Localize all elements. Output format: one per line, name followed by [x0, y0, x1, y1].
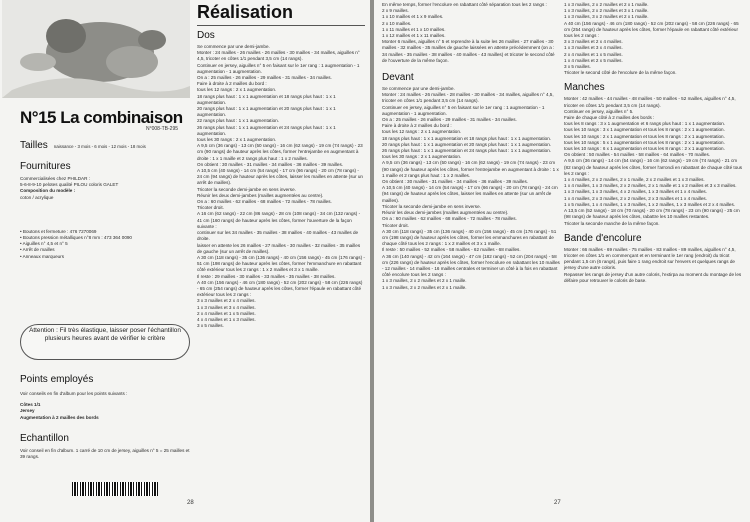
bande-heading: Bande d'encolure: [564, 232, 642, 244]
pattern-title: N°15 La combinaison: [20, 108, 183, 127]
supply-line: • Aiguilles n° 4,5 et n° 5: [20, 241, 190, 247]
gauge-heading: Echantillon: [20, 432, 69, 444]
left-page: [0, 0, 370, 522]
dos-continued: En même temps, former l'encolure en rabattant côté séparation tous les 2 rangs : 2 x 9 mailles. 1 x 10 mailles et 1 x 9 mailles. 2 x 10 mailles. 1 x 11 mailles et 1 x 10 mailles. 1 x 12 mailles et 1 x 11 mailles. Monter 6 mailles, aiguilles n° 5 et reprendre à la suite les 26 mailles - 27 mailles - 30 mailles - 32 mailles - 35 mailles de gauche laissées en attente précédemment (on a : 34 mailles - 35 mailles - 38 mailles - 40 mailles - 43 mailles) et tricoter le second côté de l'ouverture de la même façon.: [382, 2, 555, 63]
manches-heading: Manches: [564, 82, 605, 94]
right-page-column-2: [564, 2, 744, 284]
supply-line: Composition du modèle :: [20, 188, 76, 194]
right-page-column-1: [382, 2, 560, 291]
gauge-text: Voir conseil en fin d'album. 1 carré de 10 cm de jersey, aiguilles n° 5 = 25 mailles et 39 rangs.: [20, 447, 191, 460]
supply-line: 5-6-8-9-10 pelotes qualité PILOU coloris GALET: [20, 182, 119, 188]
manches-instructions: Monter : 42 mailles - 44 mailles - 48 mailles - 50 mailles - 52 mailles, aiguilles n° 4,5, tricoter en côtes 1/1 pendant 3,5 cm (14 rangs). Continuer en jersey, aiguilles n° 5. Faire de chaque côté à 2 mailles des bords : tous les 8 rangs : 3 x 1 augmentation et 6 rangs plus haut : 1 x 1 augmentation. tous les 10 rangs : 3 x 1 augmentation et tous les 8 rangs : 2 x 1 augmentation. tous les 10 rangs : 2 x 1 augmentation et tous les 8 rangs : 2 x 1 augmentation. tous les 10 rangs : 5 x 1 augmentation et tous les 8 rangs : 2 x 1 augmentation. tous les 10 rangs : 6 x 1 augmentation et tous les 8 rangs : 2 x 1 augmentation. On obtient : 50 mailles - 54 mailles - 58 mailles - 64 mailles - 70 mailles. A 9,5 cm (36 rangs) - 14 cm (54 rangs) - 16 cm (62 rangs) - 19 cm (74 rangs) - 21 cm (82 rangs) de hauteur après les côtes, former l'arrondi en rabattant de chaque côté tous les 2 rangs : 1 x 4 mailles, 2 x 2 mailles, 2 x 1 maille, 2 x 2 mailles et 1 x 3 mailles. 1 x 4 mailles, 1 x 3 mailles, 2 x 2 mailles, 2 x 1 maille et 1 x 2 mailles et 3 x 3 mailles. 1 x 3 mailles, 1 x 3 mailles, 4 x 2 mailles, 1 x 3 mailles et 1 x 4 mailles. 1 x 4 mailles, 2 x 3 mailles, 2 x 2 mailles, 2 x 3 mailles et 1 x 4 mailles. 1 x 5 mailles, 1 x 4 mailles, 1 x 3 mailles, 1 x 2 mailles, 1 x 3 mailles et 2 x 4 mailles. A 13,5 cm (52 rangs) - 18 cm (70 rangs) - 20 cm (78 rangs) - 23 cm (90 rangs) - 25 cm (98 rangs) de hauteur après les côtes, rabattre les 10 mailles restantes. Tricoter la seconde manche de la même façon.: [564, 96, 743, 226]
sizes-text: naissance - 3 mois - 6 mois - 12 mois - 18 mois: [53, 144, 146, 149]
sizes-heading: Tailles: [20, 140, 48, 151]
supply-line: • Arrêt de mailles: [20, 247, 190, 253]
devant-heading: Devant: [382, 72, 414, 84]
supplies-list: [20, 176, 190, 260]
realisation-column: [197, 2, 365, 329]
stitch-item: Jersey: [20, 408, 35, 414]
supply-line: Commercialisées chez PHILDAR :: [20, 176, 90, 181]
pattern-reference: N°008-TB-295: [146, 126, 179, 132]
dos-heading: Dos: [197, 30, 215, 41]
supply-line: coton / acrylique: [20, 194, 54, 200]
supply-line: • Boutons pression métalliques n°8 mm : 473 364 0090: [20, 235, 190, 241]
stitches-section: [20, 374, 190, 460]
stitch-item: Augmentation à 2 mailles des bords: [20, 414, 99, 420]
stitches-intro: Voir conseils en fin d'album pour les points suivants :: [20, 391, 128, 396]
devant-continued: 1 x 3 mailles, 2 x 2 mailles et 2 x 1 maille. 1 x 3 mailles, 2 x 2 mailles et 3 x 1 maille. 1 x 3 mailles, 3 x 2 mailles et 2 x 1 maille. A 40 cm (156 rangs) - 46 cm (180 rangs) - 52 cm (202 rangs) - 58 cm (226 rangs) - 65 cm (254 rangs) de hauteur après les côtes, former l'épaule en rabattant côté extérieur tous les 2 rangs : 3 x 3 mailles et 2 x 4 mailles. 1 x 3 mailles et 3 x 4 mailles. 2 x 4 mailles et 1 x 5 mailles. 1 x 4 mailles et 2 x 5 mailles. 3 x 5 mailles. Tricoter le second côté de l'encolure de la même façon.: [564, 2, 739, 76]
right-page: [374, 0, 750, 522]
left-info-column: [20, 140, 190, 260]
supply-line: • Anneaux marqueurs: [20, 254, 190, 260]
page-number-right: 27: [554, 500, 561, 506]
supply-line: • Boutons et fermeture : 476 7270069: [20, 229, 190, 235]
realisation-title: Réalisation: [197, 2, 294, 22]
supplies-heading: Fournitures: [20, 161, 71, 172]
barcode: [72, 482, 158, 496]
stitch-item: Côtes 1/1: [20, 402, 41, 408]
stitches-heading: Points employés: [20, 374, 94, 385]
devant-instructions: Se commence par une demi-jambe. Monter : 24 mailles - 26 mailles - 28 mailles - 30 mailles - 34 mailles, aiguilles n° 4,5, tricoter en côtes 1/1 pendant 3,5 cm (14 rangs). Continuer en jersey, aiguilles n° 5 en faisant sur le 1er rang : 1 augmentation - 1 augmentation - 1 augmentation. On a : 25 mailles - 26 mailles - 29 mailles - 31 mailles - 34 mailles. Faire à droite à 2 mailles du bord : tous les 12 rangs : 2 x 1 augmentation. 18 rangs plus haut : 1 x 1 augmentation et 18 rangs plus haut : 1 x 1 augmentation. 20 rangs plus haut : 1 x 1 augmentation et 20 rangs plus haut : 1 x 1 augmentation. 26 rangs plus haut : 1 x 1 augmentation et 24 rangs plus haut : 1 x 1 augmentation. tous les 30 rangs : 2 x 1 augmentation. A 9,5 cm (36 rangs) - 13 cm (50 rangs) - 16 cm (62 rangs) - 19 cm (74 rangs) - 23 cm (90 rangs) de hauteur après les côtes, former l'entrejambe en augmentant à droite : 1 x 1 maille et 2 rangs plus haut : 1 x 2 mailles. On obtient : 30 mailles - 31 mailles - 34 mailles - 36 mailles - 39 mailles. A 10,5 cm (40 rangs) - 14 cm (54 rangs) - 17 cm (66 rangs) - 20 cm (78 rangs) - 24 cm (94 rangs) de hauteur après les côtes, laisser les mailles en attente (sur un arrêt de mailles). Tricoter la seconde demi-jambe en sens inverse. Réunir les deux demi-jambes (mailles augmentées au centre). On a : 60 mailles - 62 mailles - 68 mailles - 72 mailles - 78 mailles. Tricoter droit. A 30 cm (118 rangs) - 35 cm (136 rangs) - 40 cm (156 rangs) - 45 cm (176 rangs) - 51 cm (198 rangs) de hauteur après les côtes, former les emmanchures en rabattant de chaque côté tous les 2 rangs : 1 x 2 mailles et 3 x 1 maille. Il reste : 50 mailles - 52 mailles - 58 mailles - 62 mailles - 68 mailles. A 36 cm (140 rangs) - 42 cm (164 rangs) - 47 cm (182 rangs) - 52 cm (204 rangs) - 58 cm (226 rangs) de hauteur après les côtes, former l'encolure en rabattant les 10 mailles - 12 mailles - 14 mailles - 16 mailles centrales et terminer un côté à la fois en rabattant côté encolure tous les 2 rangs : 1 x 3 mailles, 2 x 2 mailles et 2 x 1 maille. 1 x 3 mailles, 2 x 2 mailles et 2 x 1 maille.: [382, 86, 560, 290]
bande-instructions: Monter : 66 mailles - 69 mailles - 75 mailles - 83 mailles - 89 mailles, aiguilles n° 4,5, tricoter en côtes 1/1 en commençant et en terminant le 1er rang (endroit) du tricot pendant 1,5 cm (6 rangs), puis faire 1 rang endroit sur l'envers et quelques rangs de jersey d'une autre coloris. Repasser les rangs de jersey d'un autre coloris, l'extirpa au moment du montage de les défaire pour retrouver le coloris de base.: [564, 246, 742, 283]
dos-instructions: Se commence par une demi-jambe. Monter : 24 mailles - 26 mailles - 26 mailles - 30 mailles - 34 mailles, aiguilles n° 4,5, tricoter en côtes 1/1 pendant 3,5 cm (14 rangs). Continuer en jersey, aiguilles n° 5 en faisant sur le 1er rang : 1 augmentation - 1 augmentation - 1 augmentation. On a : 25 mailles - 26 mailles - 29 mailles - 31 mailles - 34 mailles. Faire à droite à 2 mailles du bord : tous les 12 rangs : 2 x 1 augmentation. 18 rangs plus haut : 1 x 1 augmentation et 18 rangs plus haut : 1 x 1 augmentation. 20 rangs plus haut : 1 x 1 augmentation et 20 rangs plus haut : 1 x 1 augmentation. 22 rangs plus haut : 1 x 1 augmentation. 26 rangs plus haut : 1 x 1 augmentation et 24 rangs plus haut : 1 x 1 augmentation. tous les 30 rangs : 2 x 1 augmentation. A 9,5 cm (36 rangs) - 13 cm (50 rangs) - 16 cm (62 rangs) - 19 cm (74 rangs) - 23 cm (90 rangs) de hauteur après les côtes, former l'entrejambe en augmentant à droite : 1 x 1 maille et 2 rangs plus haut : 1 x 2 mailles. On obtient : 30 mailles - 31 mailles - 34 mailles - 36 mailles - 39 mailles. A 10,5 cm (40 rangs) - 14 cm (54 rangs) - 17 cm (66 rangs) - 20 cm (78 rangs) - 24 cm (94 rangs) de hauteur après les côtes, laisser les mailles en attente (sur un arrêt de mailles). Tricoter la seconde demi-jambe en sens inverse. Réunir les deux demi-jambes (mailles augmentées au centre). On a : 60 mailles - 62 mailles - 68 mailles - 72 mailles - 78 mailles. Tricoter droit. A 16 cm (62 rangs) - 22 cm (86 rangs) - 28 cm (108 rangs) - 34 cm (132 rangs) - 41 cm (160 rangs) de hauteur après les côtes, former l'ouverture de la façon suivante : continuer sur les 34 mailles - 35 mailles - 38 mailles - 40 mailles - 43 mailles de droite. laisser en attente les 26 mailles - 27 mailles - 30 mailles - 32 mailles - 35 mailles de gauche (sur un arrêt de mailles). A 30 cm (118 rangs) - 35 cm (136 rangs) - 40 cm (156 rangs) - 45 cm (176 rangs) - 51 cm (198 rangs) de hauteur après les côtes, former l'emmanchure en rabattant côté extérieur tous les 2 rangs : 1 x 2 mailles et 3 x 1 maille. Il reste : 29 mailles - 30 mailles - 33 mailles - 35 mailles - 38 mailles. A 40 cm (156 rangs) - 46 cm (180 rangs) - 52 cm (202 rangs) - 58 cm (226 rangs) - 65 cm (254 rangs) de hauteur après les côtes, former l'épaule en rabattant côté extérieur tous les 2 rangs : 3 x 3 mailles et 2 x 4 mailles. 1 x 3 mailles et 3 x 4 mailles. 2 x 4 mailles et 1 x 5 mailles. 4 x 4 mailles et 1 x 3 mailles. 3 x 5 mailles.: [197, 44, 365, 329]
yarn-warning-note: Attention : Fil très élastique, laisser poser l'échantillon plusieurs heures avant de vérifier le critère: [20, 324, 190, 360]
page-number-left: 28: [187, 500, 194, 506]
baby-photo: [2, 0, 190, 98]
